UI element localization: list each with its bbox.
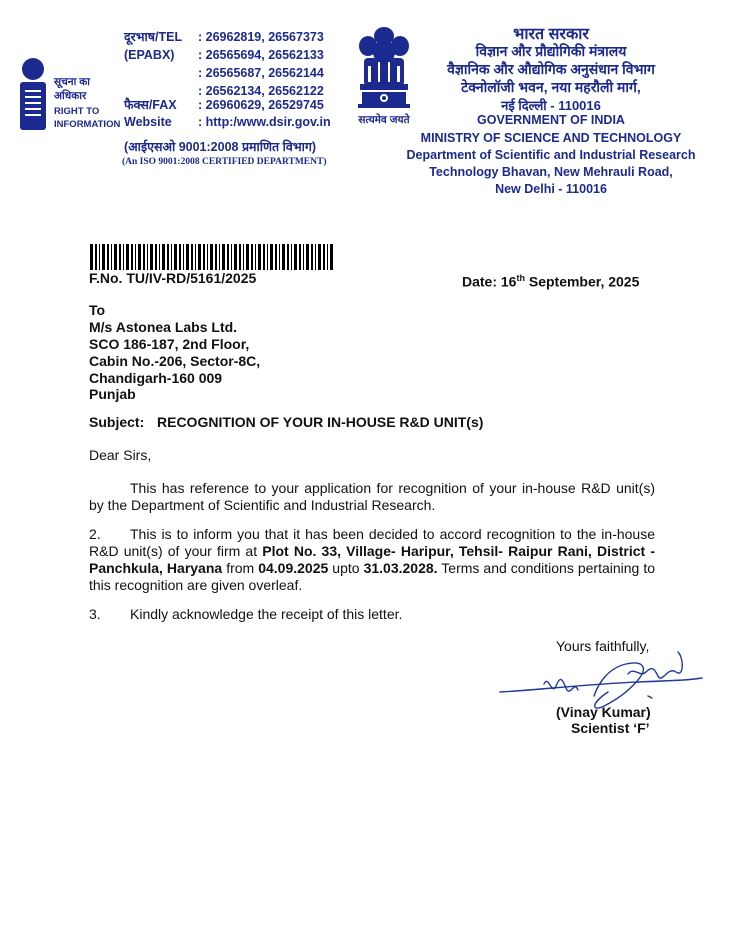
tel-number-4: : 26562134, 26562122 — [198, 84, 324, 98]
ministry-hindi-2: विज्ञान और प्रौद्योगिकी मंत्रालय — [475, 43, 627, 59]
ministry-en-5: New Delhi - 110016 — [495, 182, 607, 196]
rti-person-icon — [18, 58, 50, 132]
ministry-hindi-3: वैज्ञानिक और औद्योगिक अनुसंधान विभाग — [447, 61, 655, 77]
to-label: To — [89, 302, 106, 318]
address-line-2: SCO 186-187, 2nd Floor, — [89, 336, 250, 352]
paragraph-3-number: 3. — [89, 606, 101, 622]
fax-numbers: : 26960629, 26529745 — [198, 98, 324, 112]
tel-number-2: : 26565694, 26562133 — [198, 48, 324, 62]
address-line-3: Cabin No.-206, Sector-8C, — [89, 353, 261, 369]
ministry-en-1: GOVERNMENT OF INDIA — [477, 113, 625, 127]
paragraph-3: Kindly acknowledge the receipt of this letter. — [130, 606, 403, 622]
rti-hindi-line2: अधिकार — [54, 90, 87, 102]
paragraph-2: 2. This is to inform you that it has been decided to accord recognition to the in-house R&D unit(s) of your firm at Plot No. 33, Village- Haripur, Tehsil- Raipur Rani, District - Panchkula, Haryana from 04.09.2025 upto 31.03.2028. Terms and conditions pertaining to this recognition are given overleaf. — [89, 526, 656, 593]
ministry-en-3: Department of Scientific and Industrial Research — [406, 148, 696, 162]
rti-hindi-line1: सूचना का — [54, 76, 91, 88]
rti-en-line1: RIGHT TO — [54, 106, 100, 117]
epabx-label: (EPABX) — [124, 48, 175, 62]
letter-date: Date: 16th September, 2025 — [462, 273, 640, 290]
ministry-hindi-1: भारत सरकार — [513, 26, 589, 43]
address-line-5: Punjab — [89, 386, 136, 402]
emblem-motto: सत्यमेव जयते — [358, 114, 410, 126]
rti-en-line2: INFORMATION — [54, 119, 121, 130]
tel-number-1: : 26962819, 26567373 — [198, 30, 324, 44]
ministry-hindi-5: नई दिल्ली - 110016 — [501, 98, 601, 113]
subject-text: RECOGNITION OF YOUR IN-HOUSE R&D UNIT(s) — [157, 414, 484, 430]
signatory-designation: Scientist ‘F’ — [571, 720, 650, 736]
subject-label: Subject: — [89, 414, 145, 430]
website-link[interactable]: : http:/www.dsir.gov.in — [198, 115, 331, 129]
tel-number-3: : 26565687, 26562144 — [198, 66, 324, 80]
iso-english: (An ISO 9001:2008 CERTIFIED DEPARTMENT) — [122, 157, 327, 167]
file-number: F.No. TU/IV-RD/5161/2025 — [89, 270, 257, 286]
barcode — [90, 244, 334, 270]
address-line-4: Chandigarh-160 009 — [89, 370, 223, 386]
ministry-en-4: Technology Bhavan, New Mehrauli Road, — [429, 165, 673, 179]
rti-logo — [18, 58, 122, 132]
address-line-1: M/s Astonea Labs Ltd. — [89, 319, 238, 335]
website-label: Website — [124, 115, 172, 129]
salutation: Dear Sirs, — [89, 447, 152, 463]
tel-label: दूरभाष/TEL — [124, 30, 183, 44]
iso-hindi: (आईएसओ 9001:2008 प्रमाणित विभाग) — [124, 140, 317, 154]
ministry-en-2: MINISTRY OF SCIENCE AND TECHNOLOGY — [420, 131, 682, 145]
ministry-hindi-4: टेक्नोलॉजी भवन, नया महरौली मार्ग, — [461, 79, 641, 95]
closing: Yours faithfully, — [556, 638, 650, 654]
paragraph-1: This has reference to your application for recognition of your in-house R&D unit(s) by the Department of Scientific and Industrial Research. — [89, 480, 655, 513]
fax-label: फैक्स/FAX — [124, 98, 177, 112]
signatory-name: (Vinay Kumar) — [556, 704, 651, 720]
